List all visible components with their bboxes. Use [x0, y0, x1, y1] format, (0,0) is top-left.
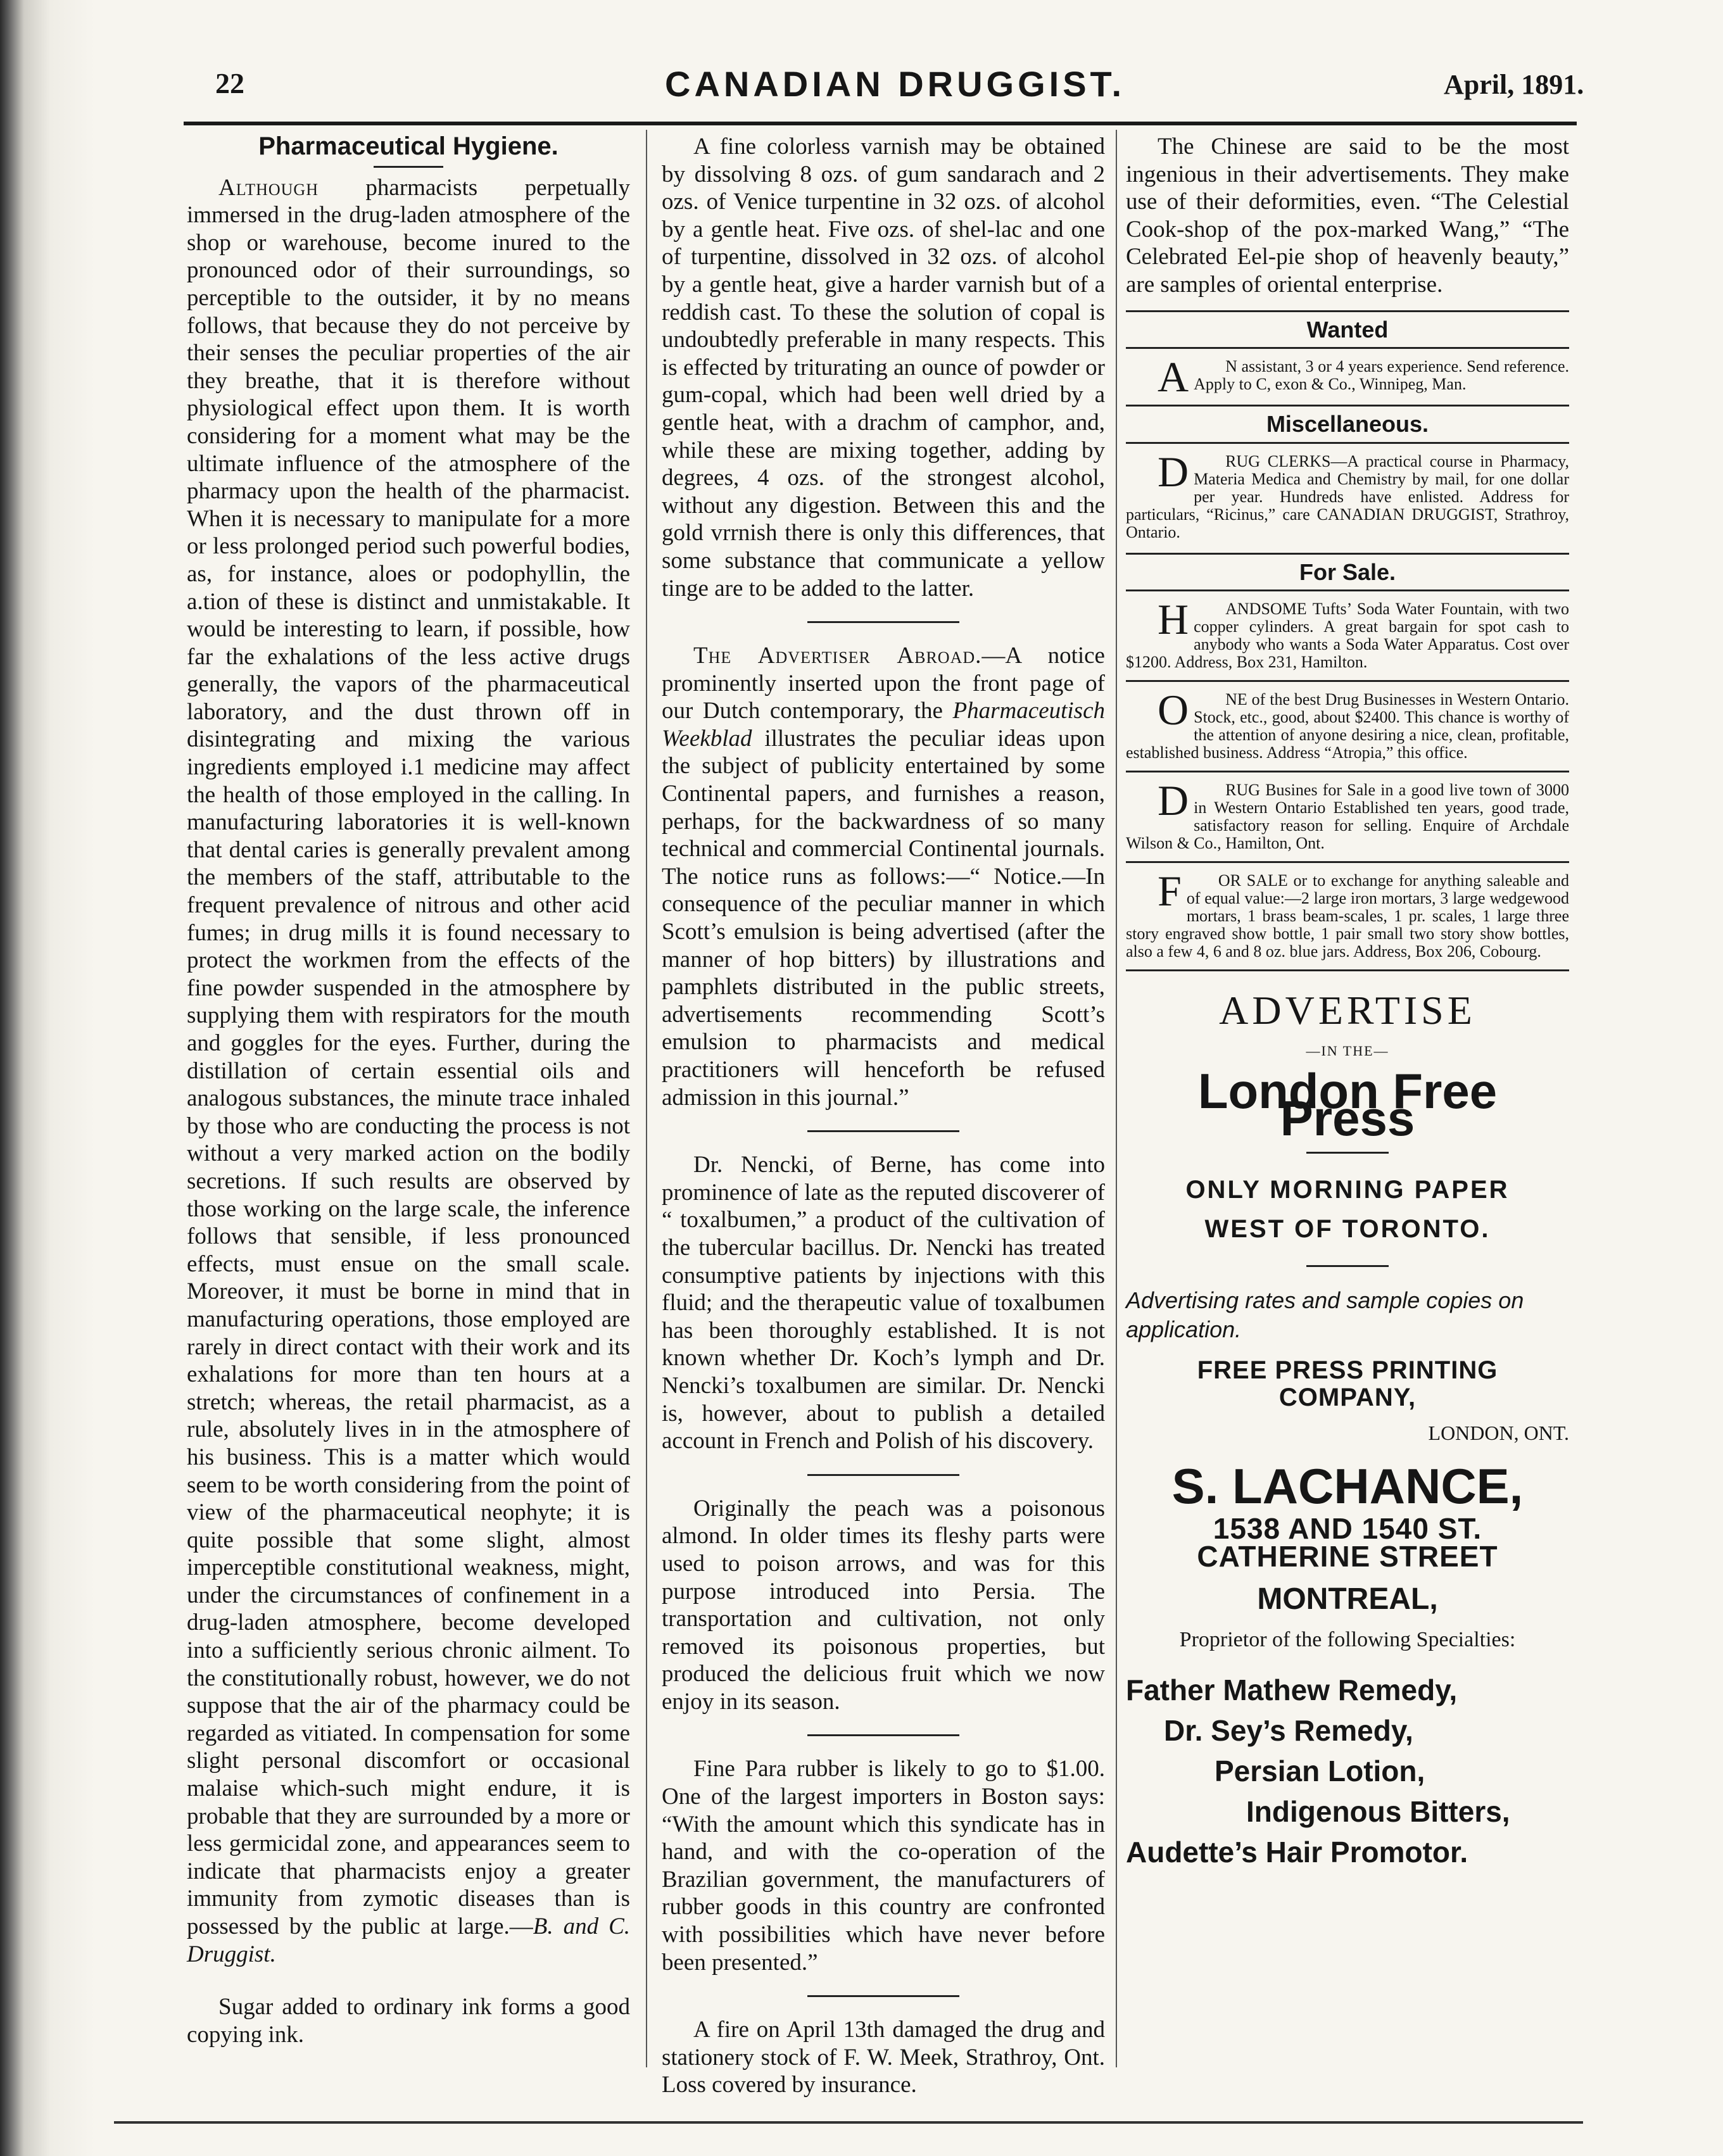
article-paragraph [187, 174, 630, 1969]
ad-rule [1306, 1152, 1389, 1154]
issue-date: April, 1891. [1444, 69, 1584, 100]
for-sale-heading: For Sale. [1126, 553, 1569, 592]
montreal-label: MONTREAL, [1257, 1582, 1438, 1617]
classified-ad: D RUG CLERKS—A practical course in Pharmacy, Materia Medica and Chemistry by mail, for one dollar per year. Hundreds have enlisted. Address for particulars, “Ricinus,” care CANADIAN DRUGGIST, Strathroy, Ontario. [1126, 447, 1569, 541]
ad-rule [1306, 1265, 1389, 1267]
london-ontario: LONDON, ONT. [1428, 1421, 1569, 1444]
lachance-name: S. LACHANCE, [1171, 1458, 1524, 1514]
drop-cap: F [1158, 867, 1182, 916]
scan-edge-shadow [0, 0, 95, 2156]
ad-separator [1126, 969, 1569, 971]
separator-rule [807, 1474, 959, 1476]
title-rule [374, 166, 443, 168]
column-divider [646, 130, 647, 2067]
drop-cap: D [1158, 776, 1189, 825]
separator-rule [807, 1995, 959, 1997]
drop-cap: O [1158, 686, 1189, 734]
ad-separator [1126, 861, 1569, 863]
footer-rule [114, 2121, 1583, 2124]
drop-cap: A [1158, 353, 1189, 401]
separator-rule [807, 1130, 959, 1132]
specialty-item: Indigenous Bitters, [1246, 1795, 1510, 1829]
only-morning-paper: ONLY MORNING PAPER [1185, 1175, 1510, 1204]
article-paragraph: Originally the peach was a poisonous almond. In older times its fleshy parts were used to poison arrows, and was for this purpose introduced into Persia. The transportation and cultivation, not only removed its poisonous properties, but produced the delicious fruit which we now enjoy in its season. [662, 1495, 1105, 1715]
classified-ad: F OR SALE or to exchange for anything saleable and of equal value:—2 large iron mortars, 3 large wedgewood mortars, 1 brass beam-scales, 1 pr. scales, 1 large three story engraved show bottle, 1 pair small two story show bottles, also a few 4, 6 and 8 oz. blue jars. Address, Box 206, Cobourg. [1126, 867, 1569, 961]
london-free-press-title: London Free Press [1197, 1062, 1498, 1147]
journal-title: CANADIAN DRUGGIST. [665, 64, 1126, 104]
drop-cap: H [1158, 595, 1189, 644]
article-paragraph: A fire on April 13th damaged the drug and stationery stock of F. W. Meek, Strathroy, Ont. Loss covered by insurance. [662, 2017, 1105, 2098]
proprietor-line: Proprietor of the following Specialties: [1179, 1627, 1516, 1651]
specialty-item: Persian Lotion, [1215, 1755, 1425, 1788]
article-paragraph: Dr. Nencki, of Berne, has come into prominence of late as the reputed discoverer of “ toxalbumen,” a product of the cultivation of the tubercular bacillus. Dr. Nencki has treated consumptive patients by injections with this fluid; and the therapeutic value of toxalbumen has been thoroughly established. It is not known whether Dr. Koch’s lymph and Dr. Nencki’s toxalbumen are similar. Dr. Nencki is, however, about to publish a detailed account in French and Polish of his discovery. [662, 1152, 1105, 1454]
article-title: Pharmaceutical Hygiene. [258, 132, 559, 160]
separator-rule [807, 1734, 959, 1736]
article-heading: The Advertiser Abroad. [693, 643, 982, 669]
classified-ad: D RUG Busines for Sale in a good live town of 3000 in Western Ontario Established ten years, good trade, satisfactory reason for selling. Enquire of Archdale Wilson & Co., Hamilton, Ont. [1126, 776, 1569, 853]
ad-separator [1126, 680, 1569, 682]
header-rule [184, 122, 1577, 125]
in-the-label: —IN THE— [1306, 1042, 1389, 1059]
column-divider [1116, 130, 1117, 2067]
lead-word: Although [218, 174, 319, 201]
free-press-printing-company: FREE PRESS PRINTING COMPANY, [1197, 1356, 1498, 1412]
classified-ad: A N assistant, 3 or 4 years experience. Send reference. Apply to C, exon & Co., Winnipeg, Man. [1126, 358, 1569, 393]
article-paragraph: Sugar added to ordinary ink forms a good copying ink. [187, 1994, 630, 2048]
article-body: pharmacists perpetually immersed in the drug-laden atmosphere of the shop or warehouse, become inured to the pronounced odor of their surroundings, so perceptible to the outsider, it by no means follows, that because they do not perceive by their senses the peculiar properties of the air they breathe, that it is therefore without physiological effect upon them. It is worth considering for a moment what may be the ultimate influence of the atmosphere of the pharmacy upon the health of the pharmacist. When it is necessary to manipulate for a more or less prolonged period such powerful bodies, as, for instance, aloes or podophyllin, the a.tion of these is distinct and unmistakable. It would be interesting to learn, if possible, how far the exhalations of the less active drugs generally, the vapors of the pharmaceutical laboratory, and the dust thrown off in disintegrating and mixing the various ingredients employed i.1 medicine may affect the health of those employed in the calling. In manufacturing laboratories it is well-known that dental caries is generally prevalent among the members of the staff, attributable to the frequent prevalence of nitrous and other acid fumes; in drug mills it is found necessary to protect the workmen from the effects of the fine powder suspended in the atmosphere by supplying them with respirators for the mouth and goggles for the eyes. Further, during the distillation of certain essential oils and analogous substances, the minute trace inhaled by those who are conducting the process is not without a very marked action on the bodily secretions. If such results are observed by those working on the large scale, the inference follows that sensible, if less pronounced effects, must ensue on the small scale. Moreover, it must be borne in mind that in manufacturing operations, those employed are rarely in direct contact with their work and its exhalations for more than ten hours at a stretch; whereas, the retail pharmacist, as a rule, absolutely lives in in the atmosphere of his business. This is a matter which would seem to be worth considering from the point of view of the pharmaceutical neophyte; it is quite possible that some slight, almost imperceptible constitutional weakness, might, under the circumstances of confinement in a drug-laden atmosphere, become developed into a sufficiently serious chronic ailment. To the constitutionally robust, however, we do not suppose that the air of the pharmacy could be regarded as vitiated. In compensation for some slight personal discomfort or occasional malaise which-such might endure, it is probable that they are surrounded by a more or less germicidal zone, and appearances seem to indicate that pharmacists enjoy a greater immunity from zymotic diseases than is possessed by the public at large.— [187, 174, 631, 1939]
separator-rule [807, 621, 959, 623]
lachance-address: 1538 AND 1540 ST. CATHERINE STREET [1197, 1512, 1498, 1573]
drop-cap: D [1158, 447, 1189, 496]
ad-separator [1126, 771, 1569, 772]
article-paragraph: A fine colorless varnish may be obtained by dissolving 8 ozs. of gum sandarach and 2 ozs. of Venice turpentine in 32 ozs. of alcohol by a gentle heat. Five ozs. of shel-lac and one of turpentine, dissolved in 32 ozs. of alcohol by a gentle heat, give a harder varnish but of a reddish cast. To these the solution of copal is undoubtedly preferable in many respects. This is effected by triturating an ounce of powder or gum-copal, which had been well dried by a gentle heat, with a drachm of camphor, and, while these are mixing together, adding by degrees, 4 ozs. of the strongest alcohol, without any digestion. Between this and the gold vrrnish there is only this differences, that some substance that communicate a yellow tinge are to be added to the latter. [662, 134, 1105, 602]
publication-name: Pharmaceutisch Weekblad [662, 698, 1105, 752]
article-paragraph: The Advertiser Abroad.—A notice prominently inserted upon the front page of our Dutch contemporary, the Pharmaceutisch Weekblad illustrates the peculiar ideas upon the subject of publicity entertained by some Continental papers, and furnishes a reason, perhaps, for the backwardness of so many technical and commercial Continental journals. The notice runs as follows:—“ Notice.—In consequence of the peculiar manner in which Scott’s emulsion is being advertised (after the manner of hop bitters) by illustrations and pamphlets distributed in the public streets, advertisements recommending Scott’s emulsion to pharmacists and medical practitioners will henceforth be refused admission in this journal.” [662, 643, 1105, 1111]
page-number: 22 [215, 67, 244, 99]
advertise-headline: ADVERTISE [1219, 988, 1476, 1033]
classified-ad: H ANDSOME Tufts’ Soda Water Fountain, with two copper cylinders. A great bargain for spot cash to anybody who wants a Soda Water Apparatus. Cost over $1200. Address, Box 231, Hamilton. [1126, 595, 1569, 672]
classified-ad: O NE of the best Drug Businesses in Western Ontario. Stock, etc., good, about $2400. This chance is worthy of the attention of anyone desiring a nice, clean, profitable, established business. Address “Atropia,” this office. [1126, 686, 1569, 762]
specialty-item: Father Mathew Remedy, [1126, 1674, 1458, 1707]
west-of-toronto: WEST OF TORONTO. [1204, 1214, 1491, 1243]
column-1 [187, 133, 630, 2048]
column-3 [1126, 133, 1569, 1872]
miscellaneous-heading: Miscellaneous. [1126, 405, 1569, 444]
column-2 [662, 133, 1105, 2099]
specialty-item: Dr. Sey’s Remedy, [1164, 1714, 1413, 1748]
advertising-rates: Advertising rates and sample copies on application. [1126, 1287, 1524, 1342]
specialty-item: Audette’s Hair Promotor. [1126, 1836, 1468, 1869]
article-paragraph: Fine Para rubber is likely to go to $1.00. One of the largest importers in Boston says: “With the amount which this syndicate has in hand, and with the co-operation of the Brazilian government, the manufacturers of rubber goods in this country are confronted with possibilities which have never before been presented.” [662, 1756, 1105, 1976]
article-source: B. and C. Druggist. [187, 1913, 631, 1967]
wanted-heading: Wanted [1126, 310, 1569, 350]
article-paragraph: The Chinese are said to be the most ingenious in their advertisements. They make use of their deformities, even. “The Celestial Cook-shop of the pox-marked Wang,” “The Celebrated Eel-pie shop of heavenly beauty,” are samples of oriental enterprise. [1126, 134, 1569, 298]
